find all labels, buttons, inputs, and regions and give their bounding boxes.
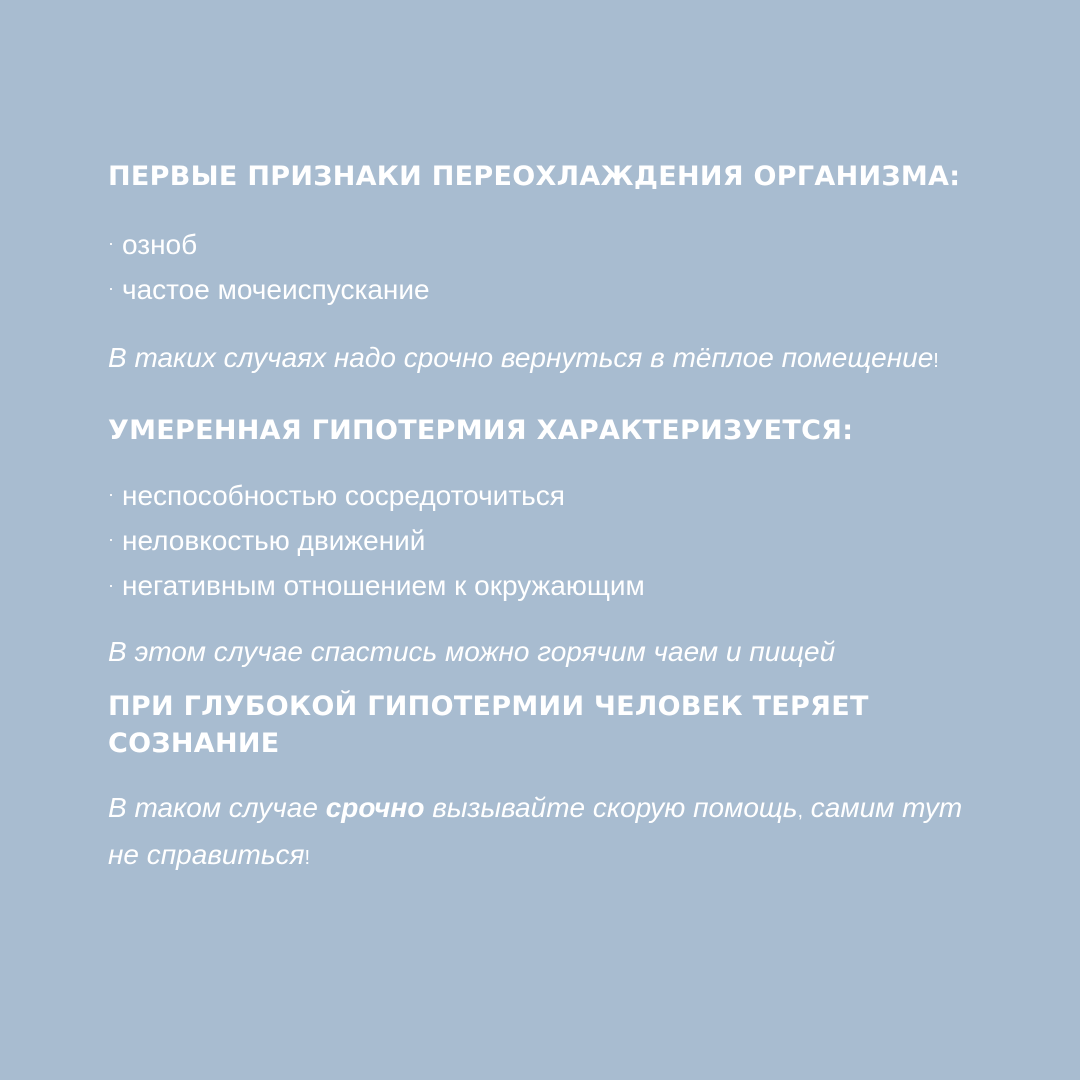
note-text: В таких случаях надо срочно вернуться в тёплое помещение (108, 342, 934, 374)
advice-note-deep (108, 786, 988, 880)
note-text-part1: В таком случае (108, 791, 326, 823)
note-emphasis: срочно (325, 791, 425, 823)
list-item-text: неловкостью движений (122, 525, 426, 557)
section-heading-first-signs: ПЕРВЫЕ ПРИЗНАКИ ПЕРЕОХЛАЖДЕНИЯ ОРГАНИЗМА: (108, 161, 961, 192)
bullet-icon: · (108, 233, 114, 254)
list-item (108, 474, 988, 519)
symptom-list-first-signs (108, 223, 988, 313)
list-item-text: неспособностью сосредоточиться (122, 480, 565, 512)
advice-note-first-signs (108, 336, 988, 383)
symptom-list-moderate (108, 474, 988, 609)
advice-note-moderate: В этом случае спастись можно горячим чаем и пищей (108, 635, 836, 667)
note-text-part2: вызывайте скорую помощь (424, 791, 798, 823)
bullet-icon: · (108, 484, 114, 505)
note-exclamation: ! (304, 846, 311, 869)
list-item-text: озноб (122, 229, 198, 260)
content (108, 158, 988, 880)
list-item-text: негативным отношением к окружающим (122, 570, 645, 602)
list-item (108, 268, 988, 313)
section-heading-moderate: УМЕРЕННАЯ ГИПОТЕРМИЯ ХАРАКТЕРИЗУЕТСЯ: (108, 415, 854, 447)
list-item (108, 564, 988, 609)
note-text-part3: самим тут не справиться (108, 791, 963, 870)
bullet-icon: · (108, 278, 114, 299)
note-exclamation: ! (933, 350, 939, 373)
note-comma: , (797, 799, 804, 822)
list-item-text: частое мочеиспускание (122, 274, 430, 306)
bullet-icon: · (108, 574, 114, 595)
bullet-icon: · (108, 529, 114, 550)
section-heading-deep: ПРИ ГЛУБОКОЙ ГИПОТЕРМИИ ЧЕЛОВЕК ТЕРЯЕТ СОЗНАНИЕ (108, 690, 869, 759)
list-item (108, 223, 988, 268)
list-item (108, 519, 988, 564)
